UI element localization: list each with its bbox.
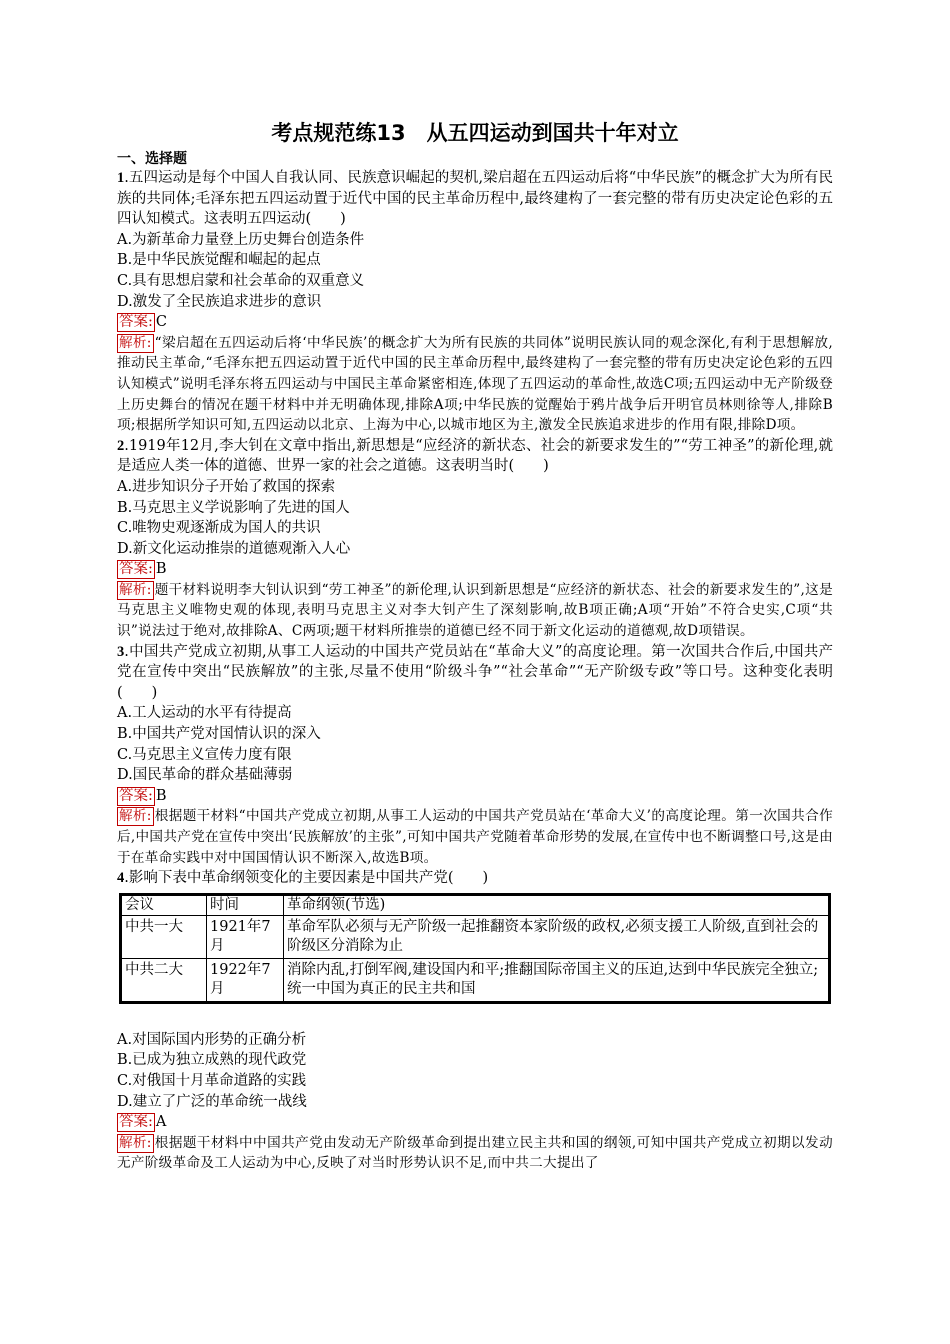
question-1 [117, 168, 833, 436]
question-text: .影响下表中革命纲领变化的主要因素是中国共产党( ) [124, 870, 489, 887]
answer-value: C [155, 314, 167, 331]
question-number: 4 [117, 870, 125, 887]
option-a: A.对国际国内形势的正确分析 [117, 1031, 307, 1048]
option-b: B.马克思主义学说影响了先进的国人 [117, 499, 350, 516]
table-cell: 中共一大 [121, 915, 207, 958]
answer-tag: 答案: [119, 314, 153, 331]
answer-line [117, 786, 833, 807]
answer-value: B [155, 787, 167, 804]
option-b: B.是中华民族觉醒和崛起的起点 [117, 252, 321, 269]
analysis-text: 根据题干材料“中国共产党成立初期,从事工人运动的中国共产党员站在‘革命大义’的高度论理。第一次国共合作后,中国共产党在宣传中突出‘民族解放’的主张”,可知中国共产党随着革命形势的发展,在宣传中也不断调整口号,这是由于在革命实践中对中国国情认识不断深入,故选B项。 [117, 808, 833, 866]
answer-value: B [155, 561, 167, 578]
option-b: B.已成为独立成熟的现代政党 [117, 1052, 307, 1069]
table-row [121, 958, 830, 1002]
document-page [117, 118, 833, 1174]
analysis [117, 1133, 833, 1174]
analysis-text: 题干材料说明李大钊认识到“劳工神圣”的新伦理,认识到新思想是“应经济的新状态、社会的新要求发生的”,这是马克思主义唯物史观的体现,表明马克思主义对李大钊产生了深刻影响,故B项正确;A项“开始”不符合史实,C项“共识”说法过于绝对,故排除A、C两项;题干材料所推崇的道德已经不同于新文化运动的道德观,故D项错误。 [117, 581, 833, 640]
table-header-cell: 会议 [121, 894, 207, 915]
table-cell: 中共二大 [121, 958, 207, 1002]
option-a: A.进步知识分子开始了救国的探索 [117, 478, 336, 495]
question-4 [117, 868, 833, 1174]
table-cell: 1921年7月 [207, 915, 284, 958]
table-cell: 1922年7月 [207, 958, 284, 1002]
table-header-row [121, 894, 830, 915]
page-title: 考点规范练13 从五四运动到国共十年对立 [271, 121, 679, 145]
answer-line [117, 312, 833, 333]
question-stem [117, 436, 833, 477]
option-a: A.为新革命力量登上历史舞台创造条件 [117, 231, 365, 248]
question-stem [117, 168, 833, 230]
answer-line [117, 1112, 833, 1133]
question-stem [117, 642, 833, 704]
question-3 [117, 642, 833, 869]
question-text: .1919年12月,李大钊在文章中指出,新思想是“应经济的新状态、社会的新要求发生的”“劳工神圣”的新伦理,就是适应人类一体的道德、世界一家的社会之道德。这表明当时( ) [117, 437, 833, 475]
option-b: B.中国共产党对国情认识的深入 [117, 726, 321, 743]
option-d: D.建立了广泛的革命统一战线 [117, 1093, 307, 1110]
answer-tag: 答案: [119, 561, 153, 578]
option-d: D.激发了全民族追求进步的意识 [117, 293, 322, 310]
question-number: 3 [117, 643, 125, 660]
question-number: 1 [117, 170, 125, 186]
option-a: A.工人运动的水平有待提高 [117, 705, 292, 722]
table-header-cell: 革命纲领(节选) [284, 894, 830, 915]
option-c: C.对俄国十月革命道路的实践 [117, 1072, 307, 1089]
analysis-tag: 解析: [119, 581, 152, 598]
question-2 [117, 436, 833, 642]
option-d: D.新文化运动推崇的道德观渐入人心 [117, 540, 351, 557]
answer-value: A [155, 1114, 167, 1131]
question-text: .五四运动是每个中国人自我认同、民族意识崛起的契机,梁启超在五四运动后将“中华民族”的概念扩大为所有民族的共同体;毛泽东把五四运动置于近代中国的民主革命历程中,最终建构了一套完整的带有历史决定论色彩的五四认知模式。这表明五四运动( ) [117, 170, 833, 228]
answer-tag: 答案: [119, 1114, 153, 1131]
program-table [119, 893, 831, 1004]
analysis [117, 580, 833, 642]
question-stem [117, 868, 833, 889]
answer-line [117, 559, 833, 580]
analysis-tag: 解析: [119, 334, 152, 351]
analysis-tag: 解析: [119, 1134, 152, 1151]
table-cell: 消除内乱,打倒军阀,建设国内和平;推翻国际帝国主义的压迫,达到中华民族完全独立;统一中国为真正的民主共和国 [284, 958, 830, 1002]
analysis-text: “梁启超在五四运动后将‘中华民族’的概念扩大为所有民族的共同体”说明民族认同的观念深化,有利于思想解放,推动民主革命,“毛泽东把五四运动置于近代中国的民主革命历程中,最终建构了一套完整的带有历史决定论色彩的五四认知模式”说明毛泽东将五四运动与中国民主革命紧密相连,体现了五四运动的革命性,故选C项;五四运动中无产阶级登上历史舞台的情况在题干材料中并无明确体现,排除A项;中华民族的觉醒始于鸦片战争后开明官员林则徐等人,排除B项;根据所学知识可知,五四运动以北京、上海为中心,以城市地区为主,激发全民族追求进步的作用有限,排除D项。 [117, 334, 833, 434]
question-text: .中国共产党成立初期,从事工人运动的中国共产党员站在“革命大义”的高度论理。第一次国共合作后,中国共产党在宣传中突出“民族解放”的主张,尽量不使用“阶级斗争”“社会革命”“无产阶级专政”等口号。这种变化表明( ) [117, 643, 833, 701]
section-heading: 一、选择题 [117, 151, 187, 167]
table-header-cell: 时间 [207, 894, 284, 915]
analysis-text: 根据题干材料中中国共产党由发动无产阶级革命到提出建立民主共和国的纲领,可知中国共产党成立初期以发动无产阶级革命及工人运动为中心,反映了对当时形势认识不足,而中共二大提出了 [117, 1134, 833, 1172]
table-row [121, 915, 830, 958]
table-cell: 革命军队必须与无产阶级一起推翻资本家阶级的政权,必须支援工人阶级,直到社会的阶级区分消除为止 [284, 915, 830, 958]
answer-tag: 答案: [119, 787, 153, 804]
analysis [117, 333, 833, 436]
question-number: 2 [117, 437, 125, 454]
option-c: C.具有思想启蒙和社会革命的双重意义 [117, 272, 365, 289]
option-c: C.马克思主义宣传力度有限 [117, 746, 292, 763]
analysis-tag: 解析: [119, 808, 152, 825]
analysis [117, 806, 833, 868]
option-c: C.唯物史观逐渐成为国人的共识 [117, 520, 321, 537]
option-d: D.国民革命的群众基础薄弱 [117, 767, 293, 784]
